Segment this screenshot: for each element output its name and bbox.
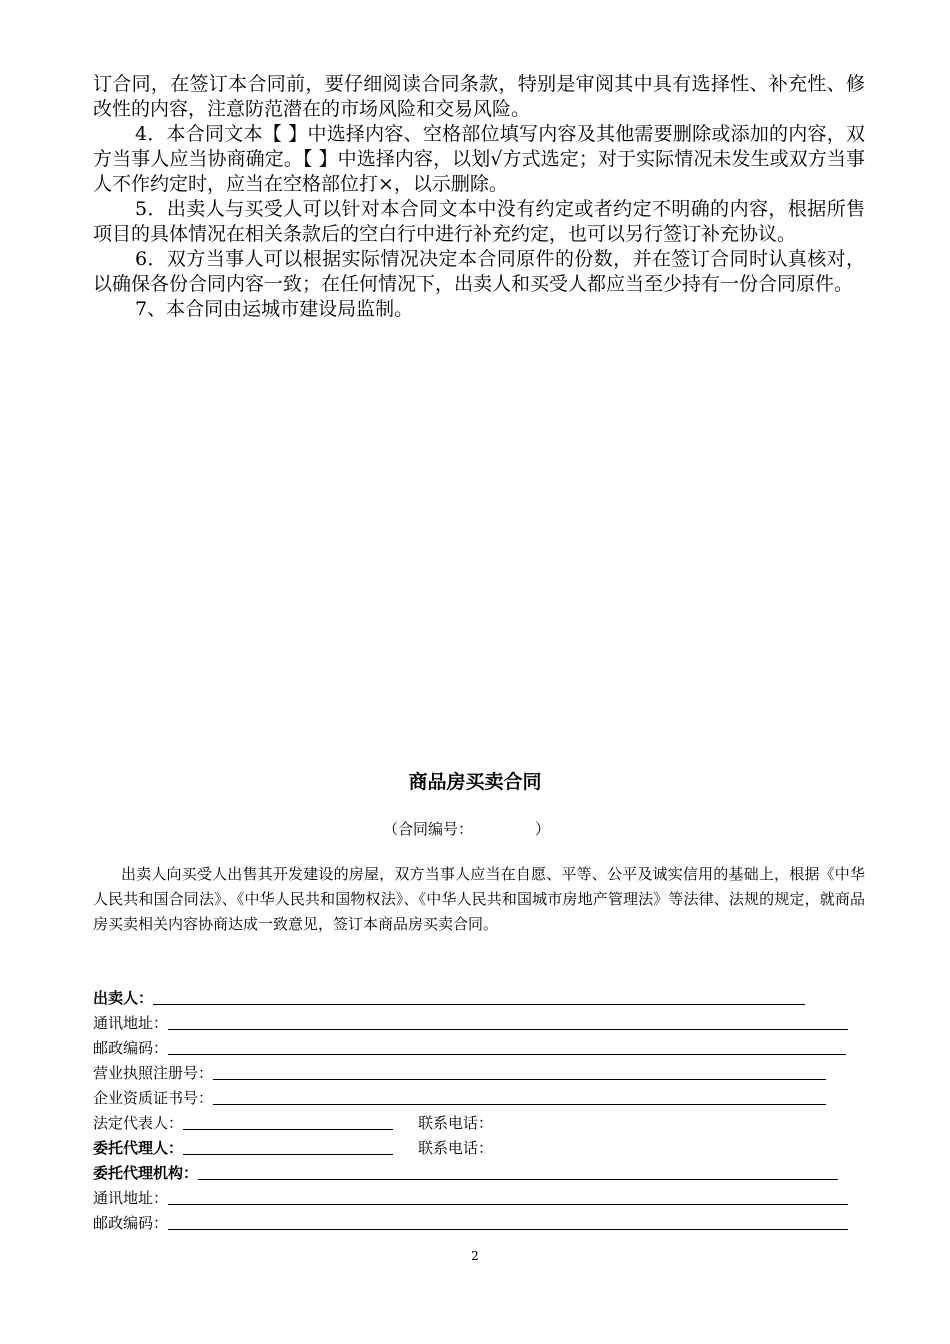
legal-rep-field [93, 1109, 393, 1133]
qualification-label: 企业资质证书号： [93, 1089, 214, 1107]
contract-title: 商品房买卖合同 [408, 771, 542, 793]
legal-rep-phone-field [418, 1109, 675, 1133]
instruction-item-7: 7、本合同由运城市建设局监制。 [135, 298, 414, 320]
legal-rep-label: 法定代表人： [93, 1114, 184, 1132]
instruction-item-4: 4．本合同文本【 】中选择内容、空格部位填写内容及其他需要删除或添加的内容，双方当事人应当协商确定。【 】中选择内容，以划√方式选定；对于实际情况未发生或双方当事人不作约定时，应当在空格部位打×，以示删除。 [93, 123, 865, 195]
license-field [93, 1059, 826, 1083]
instruction-paragraph: 订合同，在签订本合同前，要仔细阅读合同条款，特别是审阅其中具有选择性、补充性、修改性的内容，注意防范潜在的市场风险和交易风险。 [93, 73, 865, 120]
agent-field [93, 1134, 393, 1158]
instruction-item-5: 5．出卖人与买受人可以针对本合同文本中没有约定或者约定不明确的内容，根据所售项目的具体情况在相关条款后的空白行中进行补充约定，也可以另行签订补充协议。 [93, 198, 865, 245]
agency-field [93, 1159, 838, 1183]
agency-line[interactable] [198, 1161, 838, 1180]
qualification-line[interactable] [213, 1086, 826, 1105]
legal-rep-phone-label: 联系电话： [418, 1114, 494, 1132]
agent-phone-field [418, 1134, 675, 1158]
agency-address-field [93, 1184, 848, 1208]
agency-label: 委托代理机构： [93, 1164, 199, 1182]
agency-postcode-label: 邮政编码： [93, 1214, 169, 1232]
agent-phone-label: 联系电话： [418, 1139, 494, 1157]
seller-postcode-label: 邮政编码： [93, 1039, 169, 1057]
legal-rep-line[interactable] [183, 1111, 393, 1130]
agent-label: 委托代理人： [93, 1139, 184, 1157]
qualification-field [93, 1084, 826, 1108]
seller-address-label: 通讯地址： [93, 1014, 169, 1032]
page-number: 2 [471, 1249, 479, 1263]
agency-address-label: 通讯地址： [93, 1189, 169, 1207]
contract-preamble [93, 862, 865, 937]
agency-address-line[interactable] [168, 1186, 848, 1205]
preamble-text: 出卖人向买受人出售其开发建设的房屋，双方当事人应当在自愿、平等、公平及诚实信用的基础上，根据《中华人民共和国合同法》、《中华人民共和国物权法》、《中华人民共和国城市房地产管理法》等法律、法规的规定，就商品房买卖相关内容协商达成一致意见，签订本商品房买卖合同。 [93, 865, 865, 933]
seller-input-line[interactable] [153, 986, 805, 1005]
contract-number: （合同编号： ） [383, 820, 550, 838]
instruction-item-6: 6．双方当事人可以根据实际情况决定本合同原件的份数，并在签订合同时认真核对，以确保各份合同内容一致；在任何情况下，出卖人和买受人都应当至少持有一份合同原件。 [93, 248, 865, 295]
agent-line[interactable] [183, 1136, 393, 1155]
seller-label: 出卖人： [93, 989, 154, 1007]
agency-postcode-field [93, 1209, 848, 1233]
instructions-section [93, 72, 865, 322]
license-line[interactable] [213, 1061, 826, 1080]
seller-address-field [93, 1009, 848, 1033]
seller-address-line[interactable] [168, 1011, 848, 1030]
seller-field [93, 984, 805, 1008]
seller-postcode-line[interactable] [168, 1036, 846, 1055]
license-label: 营业执照注册号： [93, 1064, 214, 1082]
seller-postcode-field [93, 1034, 846, 1058]
agency-postcode-line[interactable] [168, 1211, 848, 1230]
